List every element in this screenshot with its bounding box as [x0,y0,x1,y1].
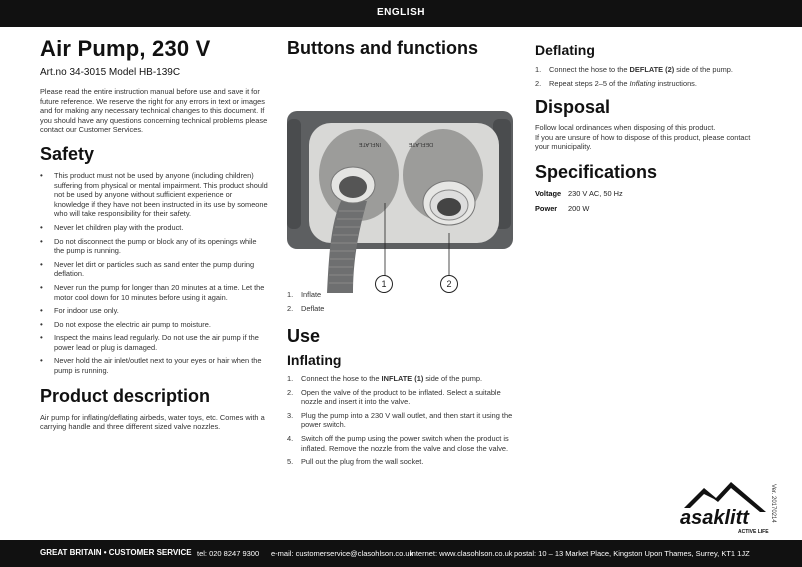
footer-postal: postal: 10 – 13 Market Place, Kingston Upon Thames, Surrey, KT1 1JZ [514,549,750,558]
specifications-table [535,189,765,213]
safety-item: • Do not disconnect the pump or block any of its openings while the pump is running. [40,237,268,256]
step-item [535,65,765,75]
top-bar [0,0,802,27]
footer-customer-service: GREAT BRITAIN • CUSTOMER SERVICE [40,548,192,557]
step-item [287,457,517,467]
article-number: Art.no 34-3015 Model HB-139C [40,67,181,78]
spec-label: Power [535,203,558,213]
button-item [287,290,517,300]
product-description-text: Air pump for inflating/deflating airbeds, water toys, etc. Comes with a carrying handle and three different sized valve nozzles. [40,412,265,432]
item-text: Inflate [301,290,322,299]
footer-email: e-mail: customerservice@clasohlson.co.uk [271,549,414,558]
callout-1: 1 [375,275,393,293]
pump-image [287,63,517,293]
safety-item: • Inspect the mains lead regularly. Do not use the air pump if the power lead or plug is damaged. [40,333,268,352]
column-left [40,36,268,432]
step-text-end: side of the pump. [423,374,483,383]
safety-item: • Never let dirt or particles such as sand enter the pump during deflation. [40,260,268,279]
use-heading: Use [287,326,321,346]
brand-logo [676,478,776,536]
step-number: 2. [535,78,542,88]
step-text-end: side of the pump. [674,65,733,74]
step-item [287,434,517,453]
spec-row [535,204,765,213]
callout-2: 2 [440,275,458,293]
specifications-heading: Specifications [535,161,658,182]
step-text: Plug the pump into a 230 V wall outlet, and then start it using the power switch. [301,410,513,430]
footer-internet: internet: www.clasohlson.co.uk [410,549,513,558]
footer-bar [0,540,802,567]
step-number: 1. [535,65,542,74]
intro-text: Please read the entire instruction manual before use and save it for future reference. We reserve the right for any errors in text or images and for making any necessary technical changes to this document. If you should have any questions concerning technical problems please contact our Customer Services. [40,87,268,135]
step-emphasis: DEFLATE (2) [629,65,675,74]
language-label: ENGLISH [377,7,425,18]
step-number: 3. [287,410,294,420]
step-number: 5. [287,457,294,467]
logo-brand: asaklitt [680,507,749,529]
deflate-label: DEFLATE [408,141,433,147]
buttons-heading: Buttons and functions [287,38,478,58]
deflating-heading: Deflating [535,42,595,58]
deflating-steps [535,65,765,88]
logo-tagline: ACTIVE LIFE [738,529,769,535]
inflate-label: INFLATE [358,141,381,147]
column-middle [287,38,517,467]
safety-item: • For indoor use only. [40,306,268,316]
step-item [287,374,517,384]
inflating-heading: Inflating [287,352,342,368]
button-item [287,304,517,314]
step-emphasis: INFLATE (1) [381,374,424,383]
safety-item: • Do not expose the electric air pump to moisture. [40,320,268,330]
step-item [535,79,765,89]
disposal-text-1: Follow local ordinances when disposing of this product. [535,123,716,133]
use-section [287,326,517,471]
disposal-text-2: If you are unsure of how to dispose of this product, please contact your municipality. [535,132,751,152]
safety-item: • Never run the pump for longer than 20 minutes at a time. Let the motor cool down for 10 minutes before using it again. [40,283,268,302]
step-text: Connect the hose to the [549,65,630,74]
item-number: 1. [287,290,294,299]
step-text: Connect the hose to the [301,374,382,383]
step-text: Pull out the plug from the wall socket. [301,457,424,467]
safety-item: • Never hold the air inlet/outlet next to your eyes or hair when the pump is running. [40,356,268,375]
version-label: Ver. 20170214 [770,484,776,523]
step-text: Open the valve of the product to be inflated. Select a suitable nozzle and insert it into the valve. [301,387,501,407]
step-text-end: instructions. [655,78,697,88]
page-title: Air Pump, 230 V [40,36,211,61]
disposal-heading: Disposal [535,97,611,118]
step-text: Repeat steps 2–5 of the [549,78,630,88]
step-reference: Inflating [629,78,656,88]
safety-list [40,171,268,376]
step-number: 4. [287,433,294,443]
step-item [287,411,517,430]
step-text: Switch off the pump using the power switch when the product is inflated. Remove the nozzle from the valve and close the valve. [301,433,509,453]
buttons-list [287,290,517,317]
spec-value: 200 W [568,203,590,213]
spec-label: Voltage [535,188,562,198]
spec-value: 230 V AC, 50 Hz [568,188,623,198]
product-description-heading: Product description [40,385,211,406]
inflating-steps [287,374,517,467]
safety-item: • This product must not be used by anyone (including children) suffering from physical or mental impairment. This product should not be used by anyone without sufficient experience or knowledge if they have not been instructed in its use by someone who will take responsibility for their safety. [40,171,268,219]
footer-tel: tel: 020 8247 9300 [197,549,260,558]
spec-row [535,189,765,198]
step-number: 1. [287,374,294,383]
step-item [287,388,517,407]
safety-heading: Safety [40,143,95,164]
item-number: 2. [287,303,294,313]
safety-item: • Never let children play with the product. [40,223,268,233]
column-right [535,42,765,219]
item-text: Deflate [301,303,325,313]
step-number: 2. [287,387,294,397]
